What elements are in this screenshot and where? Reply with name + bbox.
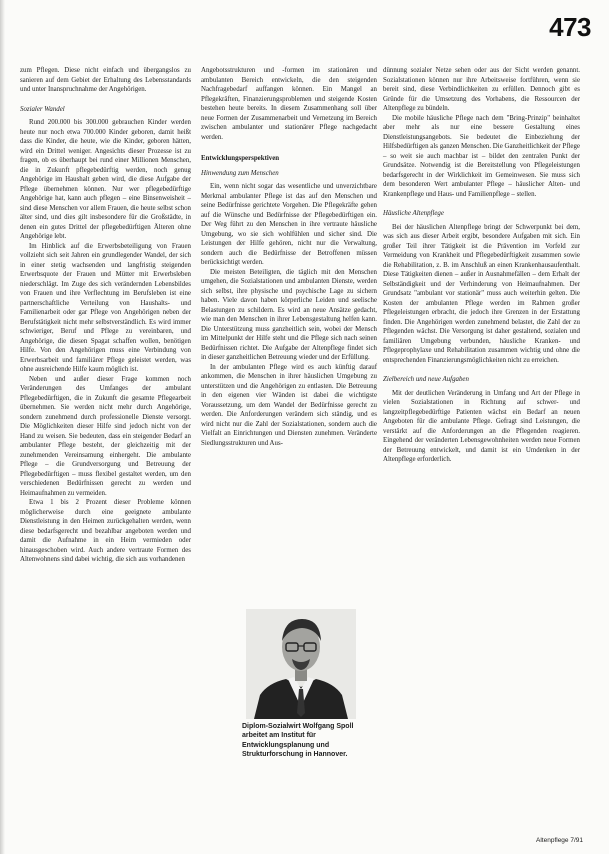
page-number: 473 [549, 12, 591, 42]
paragraph: Mit der deutlichen Veränderung in Umfang und Art der Pflege in vielen Sozialstationen in Richtung auf schwer- und langzeitpflegebedürftige Patienten wächst ein Bedarf an neuen Angeboten für die ambulante Pflege. Gefragt sind Leistungen, die verstärkt auf die Anforderungen an die Pflegenden reagieren. Eingehend der veränderten Lebensgewohnheiten werden neue Formen der Betreuung entwickelt, und damit ist ein Umdenken in der Altenpflege erforderlich. [383, 389, 580, 463]
paragraph: Angebotsstrukturen und -formen im stationären und ambulanten Bereich entwickeln, die den steigenden Nachfragebedarf auffangen können. Ein Mangel an Pflegekräften, Finanzierungsproblemen und steigende Kosten bestehen heute bereits. In diesem Zusammenhang soll über neue Formen der Zusammenarbeit und Vernetzung im Bereich zwischen ambulanter und stationärer Pflege nachgedacht werden. [201, 67, 377, 141]
photo-caption: Diplom-Sozialwirt Wolfgang Spoll arbeitet am Institut für Entwicklungsplanung und Strukturforschung in Hannover. [242, 723, 354, 758]
subheading-sozialer-wandel: Sozialer Wandel [20, 105, 65, 113]
paragraph: zum Pflegen. Diese nicht einfach und übergangslos zu sanieren auf dem Gebiet der Erhaltung des Lebensstandards und unter Inanspruchnahme der Angehörigen. [20, 67, 191, 93]
paragraph: Die meisten Beteiligten, die täglich mit den Menschen umgehen, die Sozialstationen und ambulanten Dienste, werden sich selbst, ihre physische und psychische Lage zu sichern haben. Viele davon haben körperliche Leiden und seelische Belastungen zu schildern. Es wird an neue Ansätze gedacht, wie man den Menschen in ihrer Lebensgestaltung helfen kann. Die Unterstützung muss ganzheitlich sein, wobei der Mensch im Mittelpunkt der Hilfe steht und die Pflege sich nach seinen Bedürfnissen richtet. Die Aufgabe der Altenpflege findet sich in dieser ganzheitlichen Betreuung wieder und der Erfüllung. [201, 268, 377, 361]
paragraph: Ein, wenn nicht sogar das wesentliche und unverzichtbare Merkmal ambulanter Pflege ist das auf den Menschen und seine Bedürfnisse gerichtete Vorgehen. Die Pflegekräfte gehen auf die Wünsche und Bedürfnisse der Pflegebedürftigen ein. Der Weg führt zu den Menschen in ihre vertraute häusliche Umgebung, wo sie sich wohlfühlen und sicher sind. Die Leistungen der Hilfe gehören, nicht nur die Verwaltung, sondern auch die Bedürfnisse der Betroffenen müssen berücksichtigt werden. [201, 183, 377, 266]
paragraph: In der ambulanten Pflege wird es auch künftig darauf ankommen, die Menschen in ihrer häuslichen Umgebung zu unterstützen und die Angehörigen zu entlasten. Die Betreuung in den eigenen vier Wänden ist dabei die wichtigste Voraussetzung, um dem Wandel der Bedürfnisse gerecht zu werden. Die Anforderungen verändern sich ständig, und es wird nicht nur die Zahl der Sozialstationen, sondern auch die Vielfalt an Einrichtungen und Diensten zunehmen. Veränderte Siedlungsstrukturen und Aus- [201, 363, 377, 447]
paragraph: Bei der häuslichen Altenpflege bringt der Schwerpunkt bei dem, was sich aus dieser Arbeit ergibt, besondere Aufgaben mit sich. Ein großer Teil ihrer Tätigkeit ist die Prävention im Vorfeld zur Vermeidung von Krankheit und Pflegebedürftigkeit zusammen sowie die Rehabilitation, z. B. im Anschluß an einen Krankenhausaufenthalt. Diese Tätigkeiten dienen – außer in Ausnahmefällen – dem Erhalt der Selbständigkeit und der Verhinderung von Heimaufnahmen. Der Grundsatz "ambulant vor stationär" muss auch weiterhin gelten. Die Kosten der ambulanten Pflege werden im Rahmen großer Pflegeleistungen erbracht, die jedoch ihre Grenzen in der Erstattung finden. Die Angehörigen werden zunehmend belastet, die Zahl der zu Pflegenden wächst. Die Versorgung ist daher gestaltend, sozialen und familiären Umgebung verbunden, häusliche Kranken- und Pflegeprophylaxe und Rehabilitation zusammen wichtig und ohne die entsprechenden Finanzierungsmöglichkeiten nicht zu erreichen. [383, 223, 580, 364]
scan-edge-shadow [0, 0, 5, 854]
paragraph: Neben und außer dieser Frage kommen noch Veränderungen des Umfanges der ambulant Pflegebedürftigen, die in Zukunft die gesamte Pflegearbeit übernehmen. Sie werden nicht mehr durch Angehörige, sondern zunehmend durch professionelle Dienste versorgt. Die Möglichkeiten dieser Hilfe sind jedoch nicht von der Hand zu weisen. Sie bedeuten, dass ein steigender Bedarf an ambulanter Pflege besteht, der gleichzeitig mit der zunehmenden Vereinsamung einhergeht. Die ambulante Pflege – die Grundversorgung und Betreuung der Pflegebedürftigen – muss flexibel gestaltet werden, um den verschiedenen Bedürfnissen gerecht zu werden und Heimaufnahmen zu vermeiden. [20, 375, 191, 497]
subheading: Hinwendung zum Menschen [201, 169, 279, 177]
paragraph: Die mobile häusliche Pflege nach dem "Bring-Prinzip" beinhaltet aber mehr als nur eine bessere Gestaltung eines Dienstleistungsangebots. Sie bedeutet die Einbeziehung der Hilfsbedürftigen als ganzen Menschen. Die Ganzheitlichkeit der Pflege – so weit sie auch machbar ist – bildet den zentralen Punkt der Grundsätze. Notwendig ist die Bereitstellung von Pflegeleistungen bedarfsgerecht in der Wirklichkeit im Gemeinwesen. Sie muss sich dem besonderen Wert ambulanter Pflege – häuslicher Alten- und Krankenpflege und Haus- und Familienpflege – stellen. [383, 114, 580, 198]
paragraph: dünnung sozialer Netze sehen oder aus der Sicht werden genannt. Sozialstationen können nur ihre Arbeitsweise fortführen, wenn sie bereit sind, diese Verbindlichkeiten zu erfüllen. Dennoch gibt es Gründe für die Umsetzung des Vorhabens, die Ressourcen der Altenpflege zu bündeln. [383, 67, 580, 112]
subheading-zielbereich: Zielbereich und neue Aufgaben [383, 376, 469, 383]
paragraph: Etwa 1 bis 2 Prozent dieser Probleme können möglicherweise durch eine geeignete ambulante Dienstleistung in den Heimen zurückgehalten werden, wenn diese bedarfsgerecht und bezahlbar angeboten werden und damit die Aufnahme in ein Heim vermieden oder hinausgeschoben wird. Auch andere vertraute Formen des Altenwohnens sind dabei wichtig, die sich aus vorhandenen [20, 499, 191, 563]
author-portrait-photo [246, 609, 356, 719]
column-2 [201, 66, 377, 448]
footer-issue: Altenpflege 7/91 [536, 837, 583, 844]
column-3 [383, 66, 580, 465]
column-1 [20, 66, 191, 565]
section-heading: Entwicklungsperspektiven [201, 155, 280, 162]
subheading-haeusliche-altenpflege: Häusliche Altenpflege [383, 210, 444, 217]
paragraph: Rund 200.000 bis 300.000 gebrauchen Kinder werden heute nur noch etwa 700.000 Kinder geboren, damit heißt dass die Kinder, die heute, wie die Kinder, geboren hätten, wird ein Drittel weniger. Angesichts dieser Prozesse ist zu fragen, ob es überhaupt bei rund einer Millionen Menschen, die in Zukunft pflegebedürftig werden, noch genug Angehörige im Haushalt geben wird, die diese Aufgabe der Pflege übernehmen können. Nur wer pflegebedürftige Angehörige hat, kann auch pflegen – eine Binsenweisheit – sind diese Menschen vor allem Frauen, die heute selbst schon älter sind, und dies gilt insbesondere für die Großstädte, in denen ein gutes Drittel der pflegebedürftigen Älteren ohne Angehörige lebt. [20, 119, 191, 240]
paragraph: Im Hinblick auf die Erwerbsbeteiligung von Frauen vollzieht sich seit Jahren ein grundlegender Wandel, der sich in einer stetig wachsenden und langfristig steigenden Erwerbsquote der Frauen und Mütter mit Erwerbsleben niederschlägt. Im Zuge des sich verändernden Lebensbildes von Frauen und ihre Verflechtung im Berufsleben ist eine partnerschaftliche Verteilung von Haushalts- und Familienarbeit oder gar Pflege von Angehörigen neben der Berufstätigkeit nicht mehr selbstverständlich. Es wird immer schwieriger, Beruf und Pflege zu vereinbaren, und Angehörige, die diesen Spagat schaffen wollen, benötigen Hilfe. Von den Angehörigen muss eine Verbindung von Erwerbsarbeit und familiärer Pflege geleistet werden, was ohne ausreichende Hilfe kaum möglich ist. [20, 242, 191, 373]
